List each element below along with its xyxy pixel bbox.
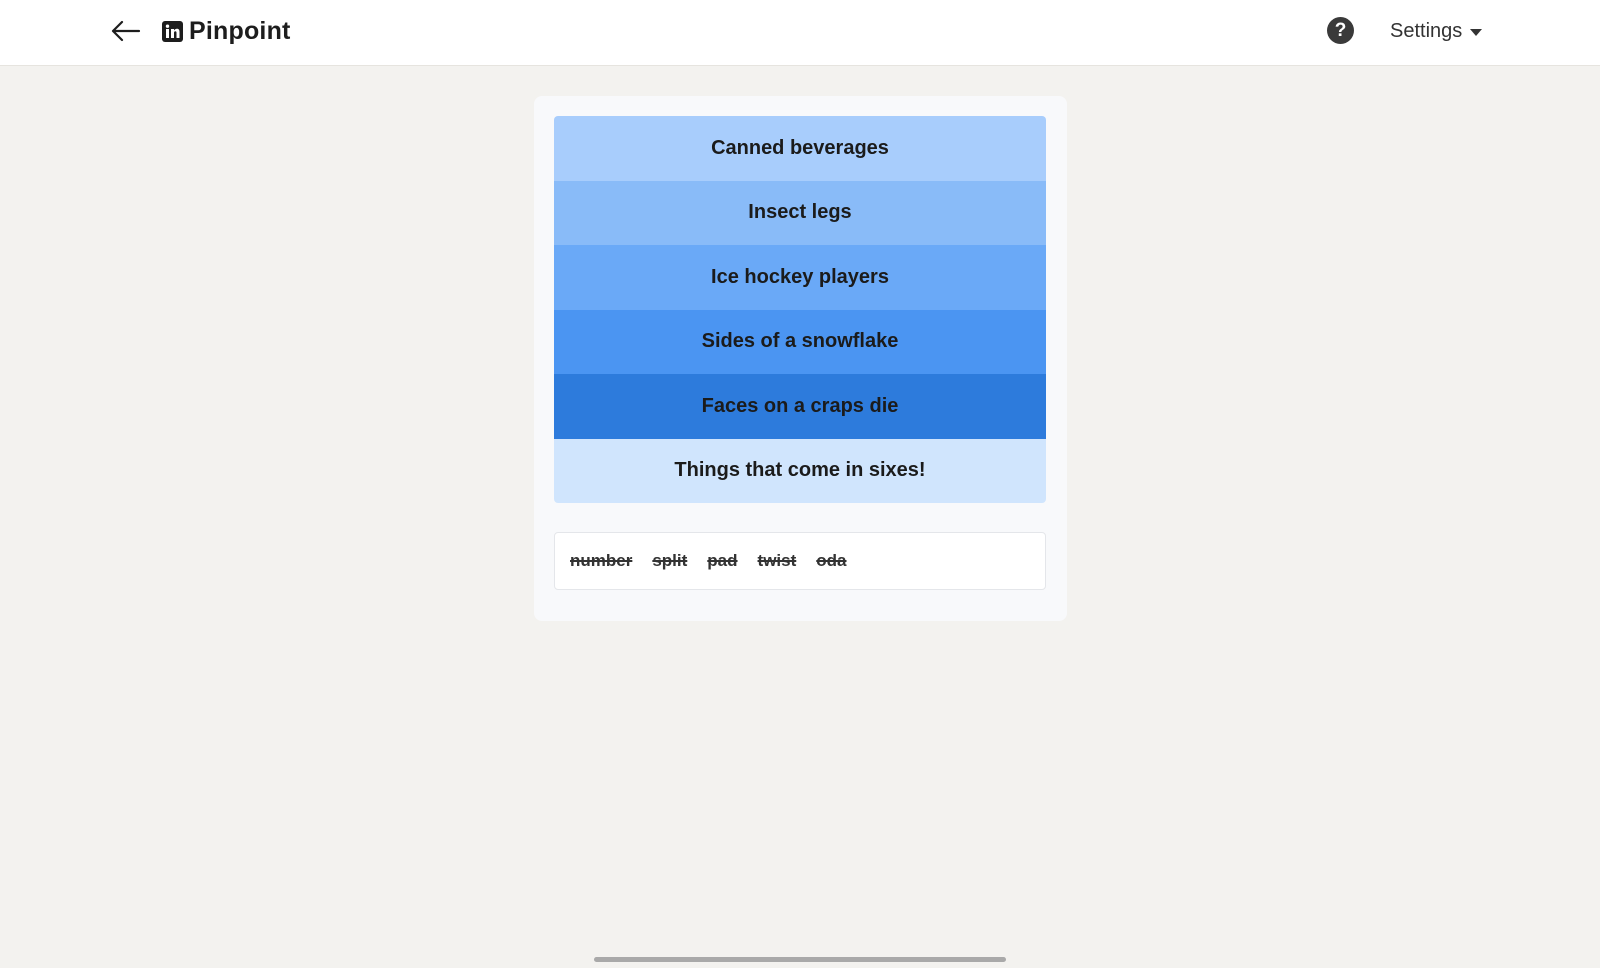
guess-word: number — [570, 551, 633, 570]
clue-row: Ice hockey players — [554, 245, 1046, 310]
clue-list — [554, 116, 1046, 503]
top-navigation-bar — [0, 0, 1600, 66]
settings-label: Settings — [1390, 19, 1463, 42]
guess-history — [554, 532, 1046, 590]
settings-dropdown[interactable] — [1390, 16, 1482, 46]
clue-row: Sides of a snowflake — [554, 310, 1046, 375]
home-indicator[interactable] — [594, 957, 1006, 962]
game-card — [534, 96, 1067, 621]
guess-word: split — [652, 551, 688, 570]
clue-row: Canned beverages — [554, 116, 1046, 181]
guess-word: oda — [816, 551, 847, 570]
app-title: Pinpoint — [189, 16, 291, 45]
back-button[interactable] — [108, 14, 144, 48]
clue-row: Faces on a craps die — [554, 374, 1046, 439]
caret-down-icon — [1470, 29, 1482, 36]
clue-row: Insect legs — [554, 181, 1046, 246]
guess-word: twist — [757, 551, 797, 570]
help-icon: ? — [1334, 19, 1347, 41]
help-button[interactable] — [1327, 17, 1354, 44]
guess-word: pad — [707, 551, 738, 570]
linkedin-logo-icon — [162, 21, 183, 42]
answer-row: Things that come in sixes! — [554, 439, 1046, 504]
brand — [162, 14, 291, 48]
back-arrow-icon — [111, 20, 141, 42]
